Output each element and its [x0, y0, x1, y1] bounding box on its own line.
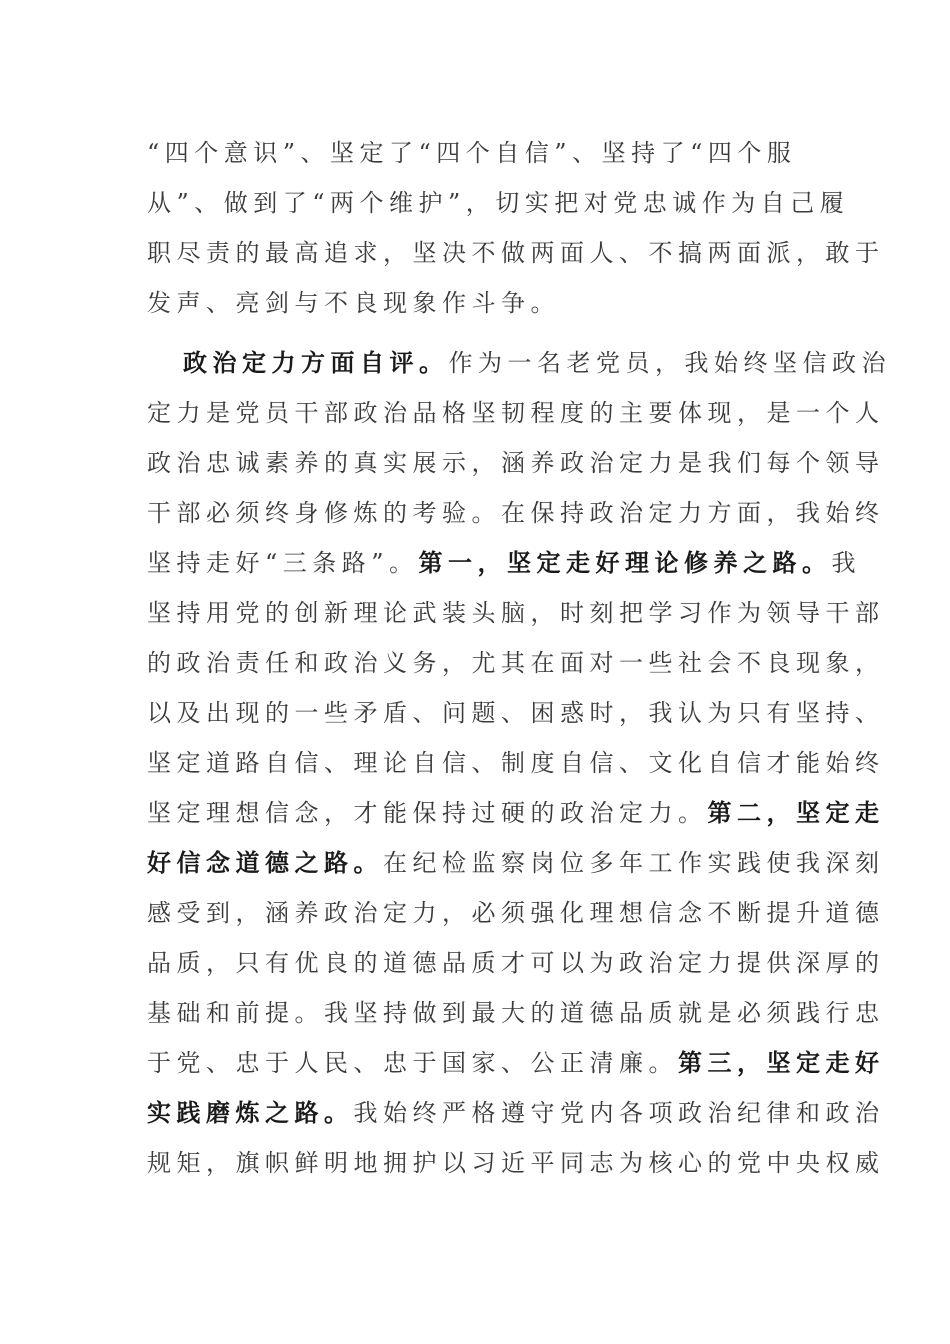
text-line: 定力是党员干部政治品格坚韧程度的主要体现，是一个人	[147, 399, 885, 427]
text-run: 作为一名老党员，我始终坚信政治	[448, 349, 891, 377]
text-line: “四个意识”、坚定了“四个自信”、坚持了“四个服	[147, 139, 797, 167]
text-run: 于党、忠于人民、忠于国家、公正清廉。	[147, 1049, 678, 1077]
text-line	[147, 338, 891, 388]
text-line	[147, 788, 885, 838]
text-line: 品质，只有优良的道德品质才可以为政治定力提供深厚的	[147, 949, 885, 977]
bold-point-second-cont: 好信念道德之路。	[147, 848, 383, 877]
text-line	[147, 1038, 885, 1088]
text-line: 干部必须终身修炼的考验。在保持政治定力方面，我始终	[147, 499, 885, 527]
text-line	[147, 1088, 885, 1138]
text-line	[147, 838, 885, 888]
text-run: 我	[831, 549, 862, 577]
text-line: 发声、亮剑与不良现象作斗争。	[147, 289, 560, 317]
text-line: 的政治责任和政治义务，尤其在面对一些社会不良现象，	[147, 649, 885, 677]
text-line: 感受到，涵养政治定力，必须强化理想信念不断提升道德	[147, 899, 885, 927]
text-line: 从”、做到了“两个维护”，切实把对党忠诚作为自己履	[147, 189, 850, 217]
text-line	[147, 538, 862, 588]
text-run: 坚持走好“三条路”。	[147, 549, 419, 577]
bold-point-first: 第一，坚定走好理论修养之路。	[418, 548, 832, 577]
text-line: 政治忠诚素养的真实展示，涵养政治定力是我们每个领导	[147, 449, 885, 477]
text-run: 坚定理想信念，才能保持过硬的政治定力。	[147, 799, 708, 827]
paragraph-loyalty-continued	[147, 128, 885, 328]
text-line: 坚持用党的创新理论武装头脑，时刻把学习作为领导干部	[147, 599, 885, 627]
text-line: 基础和前提。我坚持做到最大的道德品质就是必须践行忠	[147, 999, 885, 1027]
bold-point-second: 第二，坚定走	[707, 798, 885, 827]
section-heading: 政治定力方面自评。	[183, 348, 449, 377]
text-line: 以及出现的一些矛盾、问题、困惑时，我认为只有坚持、	[147, 699, 885, 727]
text-run: 我始终严格遵守党内各项政治纪律和政治	[353, 1099, 885, 1127]
paragraph-political-steadfastness	[147, 338, 891, 1188]
text-line: 规矩，旗帜鲜明地拥护以习近平同志为核心的党中央权威	[147, 1149, 885, 1177]
bold-point-third: 第三，坚定走好	[678, 1048, 885, 1077]
text-run: 在纪检监察岗位多年工作实践使我深刻	[383, 849, 885, 877]
bold-point-third-cont: 实践磨炼之路。	[147, 1098, 354, 1127]
text-line: 职尽责的最高追求，坚决不做两面人、不搞两面派，敢于	[147, 239, 885, 267]
text-line: 坚定道路自信、理论自信、制度自信、文化自信才能始终	[147, 749, 885, 777]
